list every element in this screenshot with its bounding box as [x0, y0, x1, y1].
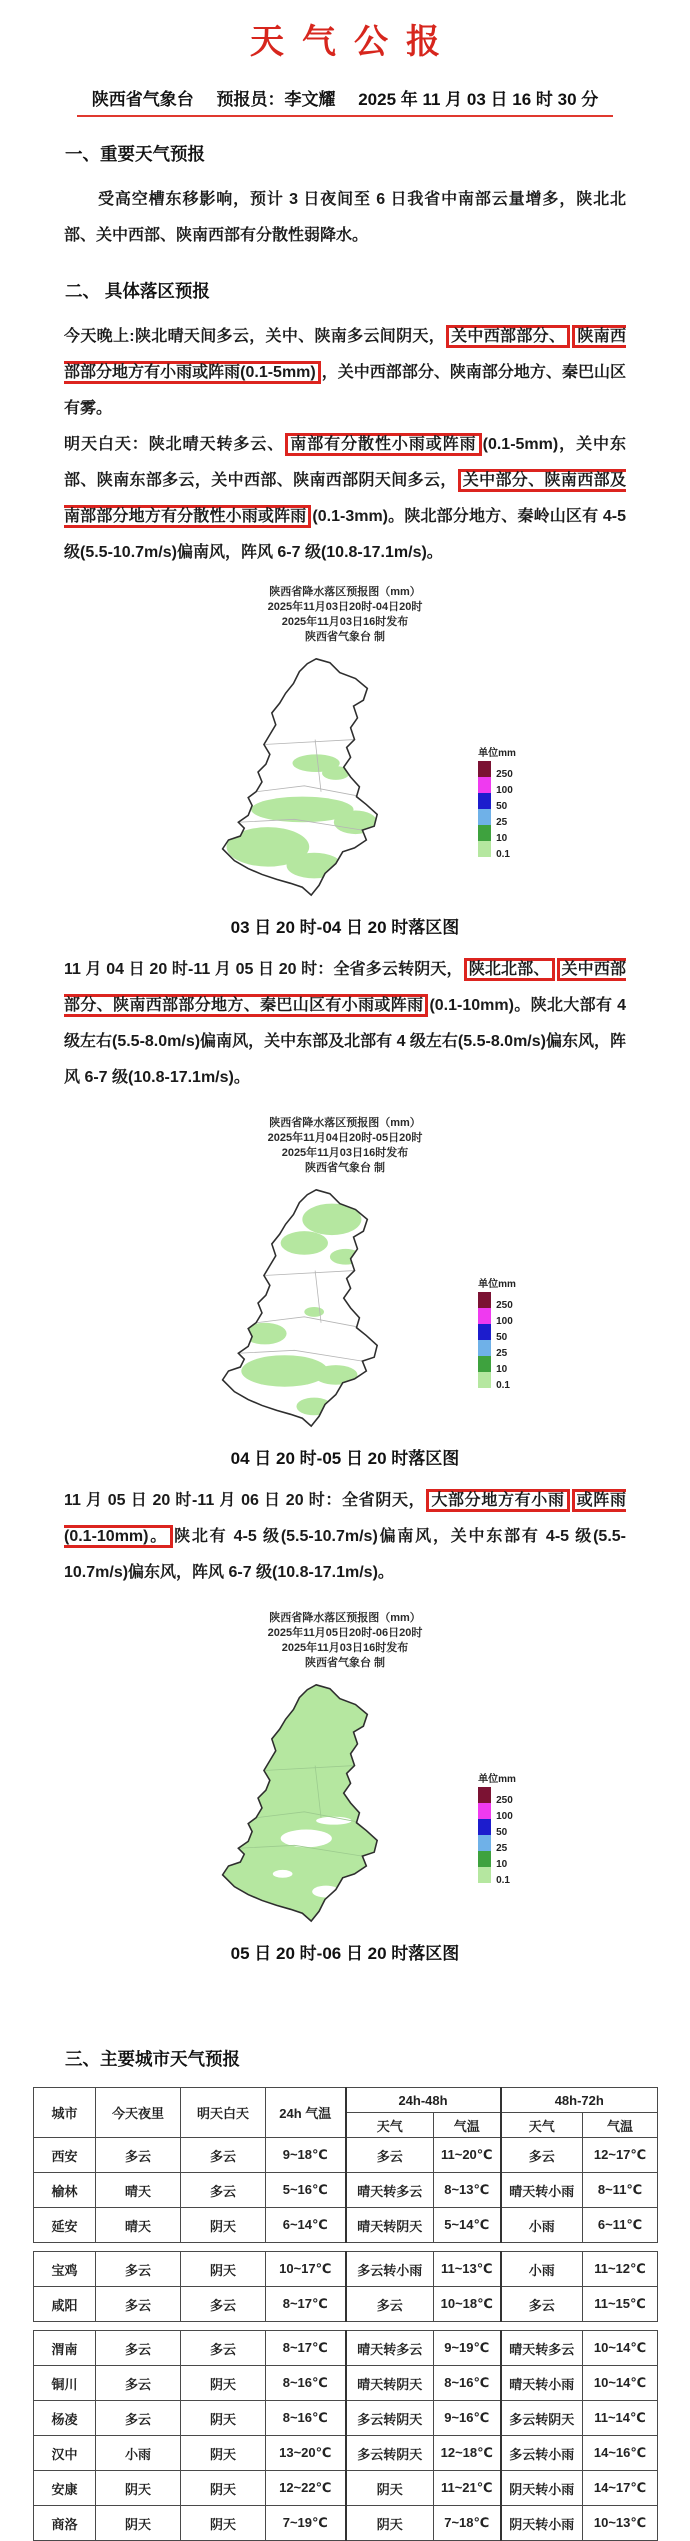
legend-label: 25: [496, 817, 508, 828]
table-cell: 多云: [181, 2173, 266, 2208]
paragraph-text: 明天白天：陕北晴天转多云、: [64, 436, 285, 453]
table-cell: 晴天转多云: [501, 2331, 583, 2366]
map-author-line: 陕西省气象台 制: [304, 1657, 386, 1669]
paragraph-text: (0.1-10mm)。陕北大部有 4 级左右(5.5-8.0m/s)偏南风，关中东部及北部有 4 级左右(5.5-8.0m/s)偏东风，阵风 6-7 级(10.8-17.1m/s)。: [64, 997, 626, 1086]
legend-swatch: [478, 1835, 491, 1851]
table-cell: 多云转阴天: [501, 2401, 583, 2436]
table-cell: 7~18℃: [434, 2506, 501, 2541]
table-row: [34, 2401, 658, 2436]
table-cell: 10~13℃: [583, 2506, 658, 2541]
legend-label: 0.1: [496, 1380, 510, 1391]
paragraph-text: 11 月 05 日 20 时-11 月 06 日 20 时：全省阴天，: [64, 1492, 426, 1509]
table-row: [34, 2173, 658, 2208]
table-cell: 9~18℃: [266, 2138, 346, 2173]
table-cell: 晴天转多云: [346, 2173, 434, 2208]
paragraph-nov4: [64, 952, 626, 1096]
table-cell: 多云: [346, 2287, 434, 2322]
table-cell: 西安: [34, 2138, 96, 2173]
table-cell: 阴天转小雨: [501, 2471, 583, 2506]
map-period-line: 2025年11月05日20时-06日20时: [267, 1627, 423, 1639]
map-canvas: [0, 1673, 690, 1929]
legend-swatch: [478, 1372, 491, 1388]
legend-row: [478, 1787, 516, 1806]
legend-row: [478, 1292, 516, 1311]
precip-map-figure-1: [0, 585, 690, 938]
legend-swatch: [478, 809, 491, 825]
map-caption: 04 日 20 时-05 日 20 时落区图: [230, 1449, 460, 1468]
paragraph-text: 陕北有 4-5 级(5.5-10.7m/s)偏南风，关中东部有 4-5 级(5.5-10.7m/s)偏东风，阵风 6-7 级(10.8-17.1m/s)。: [64, 1528, 626, 1581]
table-cell: 10~17℃: [266, 2252, 346, 2287]
table-cell: 6~11℃: [583, 2208, 658, 2243]
legend-swatch: [478, 761, 491, 777]
table-cell: 阴天: [96, 2506, 181, 2541]
legend-label: 50: [496, 1332, 508, 1343]
table-cell: 多云: [96, 2366, 181, 2401]
province-fill-rain: [223, 1685, 378, 1921]
table-header-cell: 48h-72h: [501, 2088, 658, 2113]
map-title-line: 陕西省降水落区预报图（mm）: [269, 1612, 421, 1624]
map-author-line: 陕西省气象台 制: [304, 631, 386, 643]
table-cell: 晴天: [96, 2208, 181, 2243]
legend-swatch: [478, 1867, 491, 1883]
table-cell: 11~21℃: [434, 2471, 501, 2506]
legend-row: [478, 761, 516, 780]
table-cell: 多云: [346, 2138, 434, 2173]
table-cell: 12~17℃: [583, 2138, 658, 2173]
legend-swatch: [478, 841, 491, 857]
legend-swatch: [478, 1356, 491, 1372]
table-cell: 阴天: [181, 2401, 266, 2436]
table-row: [34, 2506, 658, 2541]
map-caption: 05 日 20 时-06 日 20 时落区图: [230, 1944, 460, 1963]
table-header-cell: 城市: [34, 2088, 96, 2138]
table-cell: 小雨: [501, 2252, 583, 2287]
table-cell: 5~14℃: [434, 2208, 501, 2243]
legend-title: 单位mm: [478, 1279, 516, 1290]
table-cell: 12~18℃: [434, 2436, 501, 2471]
map-issued-line: 2025年11月03日16时发布: [281, 1147, 409, 1159]
paragraph-tomorrow: [64, 427, 626, 571]
paragraph-text: (0.1-3mm)。陕北部分地方、秦岭山区有 4-5 级(5.5-10.7m/s)偏南风，阵风 6-7 级(10.8-17.1m/s)。: [64, 508, 626, 561]
map-header: [0, 1116, 690, 1176]
legend-swatch: [478, 1292, 491, 1308]
table-cell: 多云: [96, 2401, 181, 2436]
table-cell: 阴天: [181, 2471, 266, 2506]
legend-swatch: [478, 1803, 491, 1819]
table-cell: 12~22℃: [266, 2471, 346, 2506]
precip-map-figure-2: [0, 1116, 690, 1469]
table-cell: 延安: [34, 2208, 96, 2243]
highlighted-text: 关中西部部分、: [446, 325, 570, 348]
highlighted-text: 陕北北部、: [464, 958, 555, 981]
table-cell: 多云转小雨: [346, 2252, 434, 2287]
table-header-cell: 24h 气温: [266, 2088, 346, 2138]
table-cell: 多云转小雨: [501, 2436, 583, 2471]
table-cell: 商洛: [34, 2506, 96, 2541]
city-weather-table-continued: [33, 2330, 658, 2541]
table-cell: 6~14℃: [266, 2208, 346, 2243]
table-cell: 小雨: [96, 2436, 181, 2471]
byline-underlined-text: [77, 85, 614, 117]
legend-label: 250: [496, 1300, 513, 1311]
section-heading-area-forecast: 二、 具体落区预报: [65, 281, 210, 301]
map-header: [0, 585, 690, 645]
legend-swatch: [478, 1340, 491, 1356]
table-cell: 14~16℃: [583, 2436, 658, 2471]
legend-swatch: [478, 1787, 491, 1803]
byline-datetime: 2025 年 11 月 03 日 16 时 30 分: [358, 90, 599, 109]
table-cell: 晴天转阴天: [346, 2366, 434, 2401]
table-cell: 10~14℃: [583, 2331, 658, 2366]
table-header-cell: 今天夜里: [96, 2088, 181, 2138]
paragraph-tonight: [64, 319, 626, 427]
table-cell: 11~14℃: [583, 2401, 658, 2436]
highlighted-text: 关中部分、陕南西部及南部部分地方有分散性小雨或阵雨: [64, 469, 626, 528]
map-title-line: 陕西省降水落区预报图（mm）: [269, 1117, 421, 1129]
table-row: [34, 2331, 658, 2366]
map-author-line: 陕西省气象台 制: [304, 1162, 386, 1174]
map-title-line: 陕西省降水落区预报图（mm）: [269, 586, 421, 598]
table-cell: 11~12℃: [583, 2252, 658, 2287]
legend-label: 10: [496, 1859, 508, 1870]
table-cell: 阴天: [181, 2366, 266, 2401]
map-legend: [478, 1275, 516, 1391]
precip-map-figure-3: [0, 1611, 690, 1964]
legend-title: 单位mm: [478, 748, 516, 759]
table-cell: 14~17℃: [583, 2471, 658, 2506]
city-weather-table: [33, 2087, 658, 2243]
legend-label: 10: [496, 833, 508, 844]
city-weather-table-continued: [33, 2251, 658, 2322]
table-cell: 多云转阴天: [346, 2436, 434, 2471]
table-header-row: [34, 2088, 658, 2113]
table-cell: 晴天转小雨: [501, 2173, 583, 2208]
table-cell: 宝鸡: [34, 2252, 96, 2287]
table-row: [34, 2252, 658, 2287]
table-cell: 8~17℃: [266, 2331, 346, 2366]
table-cell: 8~16℃: [266, 2366, 346, 2401]
table-row: [34, 2471, 658, 2506]
map-canvas: [0, 1178, 690, 1434]
table-cell: 5~16℃: [266, 2173, 346, 2208]
map-issued-line: 2025年11月03日16时发布: [281, 1642, 409, 1654]
table-cell: 8~16℃: [266, 2401, 346, 2436]
paragraph-text: (0.1-5mm)，关中东部、陕南东部多云，关中西部、陕南西部阴天间多云，: [64, 436, 626, 489]
legend-label: 25: [496, 1348, 508, 1359]
legend-label: 50: [496, 1827, 508, 1838]
table-cell: 阴天: [346, 2471, 434, 2506]
highlighted-text: 南部有分散性小雨或阵雨: [285, 433, 481, 456]
table-cell: 8~16℃: [434, 2366, 501, 2401]
table-header-cell: 24h-48h: [346, 2088, 501, 2113]
legend-label: 250: [496, 769, 513, 780]
table-cell: 安康: [34, 2471, 96, 2506]
legend-swatch: [478, 1851, 491, 1867]
table-cell: 10~14℃: [583, 2366, 658, 2401]
table-cell: 多云: [96, 2252, 181, 2287]
legend-swatch: [478, 777, 491, 793]
table-cell: 11~20℃: [434, 2138, 501, 2173]
legend-title: 单位mm: [478, 1774, 516, 1785]
table-cell: 8~13℃: [434, 2173, 501, 2208]
table-cell: 杨凌: [34, 2401, 96, 2436]
byline: [0, 85, 690, 117]
table-cell: 8~17℃: [266, 2287, 346, 2322]
shaanxi-precip-map: [174, 1178, 474, 1434]
map-period-line: 2025年11月04日20时-05日20时: [267, 1132, 423, 1144]
legend-label: 10: [496, 1364, 508, 1375]
highlighted-text: 大部分地方有小雨: [426, 1489, 569, 1512]
map-issued-line: 2025年11月03日16时发布: [281, 616, 409, 628]
map-legend: [478, 744, 516, 860]
paragraph-text: ，关中西部部分、陕南部分地方、秦巴山区有雾。: [64, 364, 626, 417]
table-cell: 9~19℃: [434, 2331, 501, 2366]
table-cell: 7~19℃: [266, 2506, 346, 2541]
table-cell: 10~18℃: [434, 2287, 501, 2322]
legend-label: 250: [496, 1795, 513, 1806]
table-cell: 9~16℃: [434, 2401, 501, 2436]
highlighted-text: 或阵雨(0.1-10mm)。: [64, 1489, 626, 1548]
highlighted-text: 关中西部部分、陕南西部部分地方、秦巴山区有小雨或阵雨: [64, 958, 626, 1017]
shaanxi-precip-map: [174, 647, 474, 903]
legend-swatch: [478, 1324, 491, 1340]
paragraph-text: 11 月 04 日 20 时-11 月 05 日 20 时：全省多云转阴天，: [64, 961, 463, 978]
legend-swatch: [478, 1308, 491, 1324]
legend-swatch: [478, 1819, 491, 1835]
legend-label: 100: [496, 785, 513, 796]
table-row: [34, 2366, 658, 2401]
section-heading-important-forecast: 一、重要天气预报: [65, 144, 205, 164]
table-cell: 阴天: [181, 2252, 266, 2287]
table-cell: 晴天转阴天: [346, 2208, 434, 2243]
table-cell: 晴天: [96, 2173, 181, 2208]
table-row: [34, 2287, 658, 2322]
highlighted-text: 陕南西部部分地方有小雨或阵雨(0.1-5mm): [64, 325, 626, 384]
table-cell: 多云: [96, 2287, 181, 2322]
table-cell: 阴天: [96, 2471, 181, 2506]
table-cell: 咸阳: [34, 2287, 96, 2322]
table-cell: 多云转阴天: [346, 2401, 434, 2436]
table-cell: 铜川: [34, 2366, 96, 2401]
table-row: [34, 2138, 658, 2173]
table-header-cell: 天气: [501, 2113, 583, 2138]
table-cell: 榆林: [34, 2173, 96, 2208]
table-cell: 汉中: [34, 2436, 96, 2471]
table-cell: 阴天转小雨: [501, 2506, 583, 2541]
paragraph-text: 今天晚上:陕北晴天间多云，关中、陕南多云间阴天，: [64, 328, 446, 345]
table-header-cell: 明天白天: [181, 2088, 266, 2138]
table-header-cell: 气温: [434, 2113, 501, 2138]
table-cell: 晴天转小雨: [501, 2366, 583, 2401]
table-cell: 阴天: [181, 2208, 266, 2243]
section-heading-city-forecast: 三、主要城市天气预报: [65, 2049, 240, 2069]
table-cell: 多云: [181, 2287, 266, 2322]
map-legend: [478, 1770, 516, 1886]
table-cell: 阴天: [181, 2436, 266, 2471]
legend-swatch: [478, 825, 491, 841]
table-cell: 阴天: [181, 2506, 266, 2541]
legend-label: 100: [496, 1316, 513, 1327]
shaanxi-precip-map: [174, 1673, 474, 1929]
table-cell: 渭南: [34, 2331, 96, 2366]
table-cell: 多云: [96, 2138, 181, 2173]
byline-org: 陕西省气象台: [91, 90, 194, 109]
table-cell: 阴天: [346, 2506, 434, 2541]
map-caption: 03 日 20 时-04 日 20 时落区图: [230, 918, 460, 937]
table-cell: 11~15℃: [583, 2287, 658, 2322]
legend-label: 0.1: [496, 849, 510, 860]
table-cell: 多云: [181, 2331, 266, 2366]
table-cell: 小雨: [501, 2208, 583, 2243]
important-forecast-paragraph: 受高空槽东移影响，预计 3 日夜间至 6 日我省中南部云量增多，陕北北部、关中西部、陕南西部有分散性弱降水。: [64, 191, 626, 244]
legend-label: 100: [496, 1811, 513, 1822]
table-header-cell: 天气: [346, 2113, 434, 2138]
legend-label: 0.1: [496, 1875, 510, 1886]
legend-label: 25: [496, 1843, 508, 1854]
table-cell: 多云: [501, 2138, 583, 2173]
byline-forecaster: 预报员：李文耀: [216, 90, 336, 109]
table-header-cell: 气温: [583, 2113, 658, 2138]
table-row: [34, 2436, 658, 2471]
table-cell: 8~11℃: [583, 2173, 658, 2208]
map-period-line: 2025年11月03日20时-04日20时: [267, 601, 423, 613]
legend-swatch: [478, 793, 491, 809]
paragraph-nov5: [64, 1483, 626, 1591]
page-title: 天气公报: [250, 23, 458, 61]
table-cell: 13~20℃: [266, 2436, 346, 2471]
map-header: [0, 1611, 690, 1671]
table-cell: 11~13℃: [434, 2252, 501, 2287]
table-cell: 多云: [181, 2138, 266, 2173]
table-cell: 晴天转多云: [346, 2331, 434, 2366]
table-cell: 多云: [501, 2287, 583, 2322]
legend-label: 50: [496, 801, 508, 812]
table-cell: 多云: [96, 2331, 181, 2366]
map-canvas: [0, 647, 690, 903]
table-row: [34, 2208, 658, 2243]
